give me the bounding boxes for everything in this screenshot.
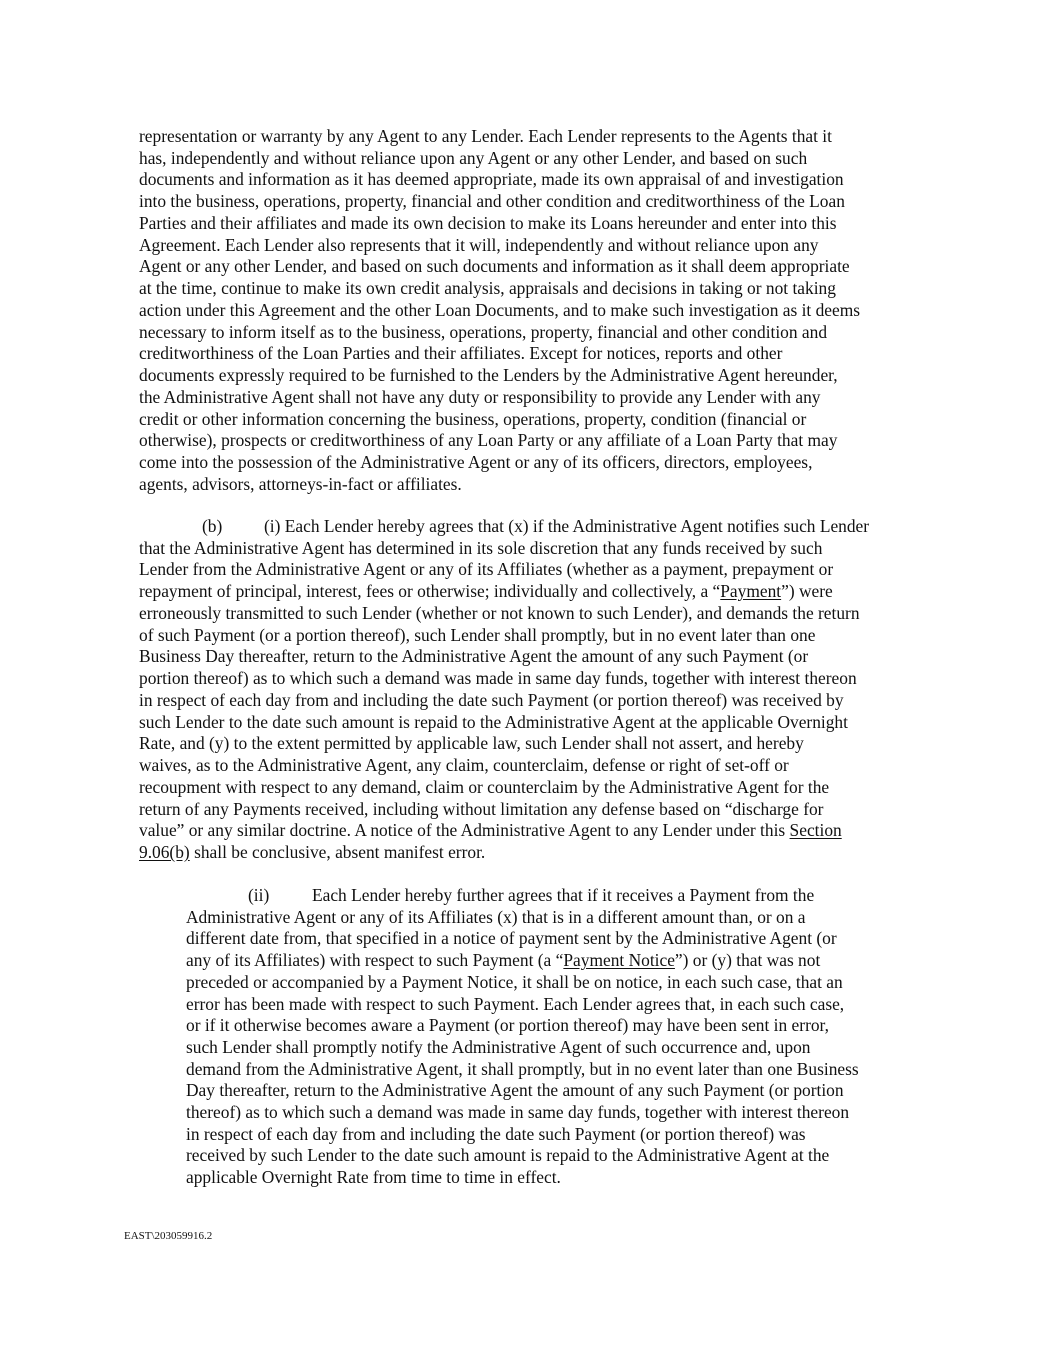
paragraph-line [139, 581, 833, 603]
paragraph-line: the Administrative Agent shall not have any duty or responsibility to provide any Lender with any [139, 387, 821, 407]
paragraph-line: recoupment with respect to any demand, claim or counterclaim by the Administrative Agent for the [139, 777, 830, 797]
clause-text: (i) Each Lender hereby agrees that (x) if the Administrative Agent notifies such Lender [264, 516, 870, 536]
paragraph-line: come into the possession of the Administrative Agent or any of its officers, directors, employees, [139, 452, 813, 472]
paragraph-line: erroneously transmitted to such Lender (whether or not known to such Lender), and demands the return [139, 603, 860, 623]
paragraph-line: Agent or any other Lender, and based on such documents and information as it shall deem appropriate [139, 256, 850, 276]
paragraph-line: agents, advisors, attorneys-in-fact or affiliates. [139, 474, 462, 494]
paragraph-line: at the time, continue to make its own credit analysis, appraisals and decisions in taking or not taking [139, 278, 836, 298]
paragraph-line: or if it otherwise becomes aware a Payment (or portion thereof) may have been sent in error, [186, 1015, 829, 1035]
paragraph-line: in respect of each day from and including the date such Payment (or portion thereof) was received by [139, 690, 844, 710]
section-reference: Section [789, 820, 842, 840]
section-reference-number: 9.06(b) [139, 842, 190, 862]
paragraph-line: necessary to inform itself as to the business, operations, property, financial and other condition and [139, 322, 828, 342]
paragraph-line: such Lender shall promptly notify the Administrative Agent of such occurrence and, upon [186, 1037, 811, 1057]
paragraph-line: preceded or accompanied by a Payment Notice, it shall be on notice, in each such case, that an [186, 972, 843, 992]
paragraph-line [186, 950, 820, 972]
paragraph-line: Administrative Agent or any of its Affiliates (x) that is in a different amount than, or on a [186, 907, 806, 927]
paragraph-line: Day thereafter, return to the Administrative Agent the amount of any such Payment (or portion [186, 1080, 844, 1100]
clause-label-ii: (ii) [248, 885, 270, 905]
paragraph-line: Business Day thereafter, return to the Administrative Agent the amount of any such Payment (or [139, 646, 809, 666]
paragraph-line: otherwise), prospects or creditworthiness of any Loan Party or any affiliate of a Loan Party that may [139, 430, 838, 450]
line-segment: value” or any similar doctrine. A notice of the Administrative Agent to any Lender under this [139, 820, 790, 840]
paragraph-line [139, 842, 485, 864]
clause-label-b: (b) [202, 516, 223, 536]
paragraph-line: representation or warranty by any Agent to any Lender. Each Lender represents to the Agents that it [139, 126, 832, 146]
paragraph-line: different date from, that specified in a notice of payment sent by the Administrative Agent (or [186, 928, 837, 948]
paragraph-line: return of any Payments received, including without limitation any defense based on “discharge for [139, 799, 824, 819]
line-segment: shall be conclusive, absent manifest error. [189, 842, 486, 862]
paragraph-line: Parties and their affiliates and made its own decision to make its Loans hereunder and enter into this [139, 213, 837, 233]
paragraph-line: error has been made with respect to such Payment. Each Lender agrees that, in each such case, [186, 994, 845, 1014]
paragraph-line: documents expressly required to be furnished to the Lenders by the Administrative Agent hereunder, [139, 365, 838, 385]
line-segment: ”) were [781, 581, 833, 601]
line-segment: any of its Affiliates) with respect to such Payment (a “ [186, 950, 564, 970]
paragraph-line: such Lender to the date such amount is repaid to the Administrative Agent at the applicable Overnight [139, 712, 848, 732]
paragraph-line: applicable Overnight Rate from time to time in effect. [186, 1167, 561, 1187]
paragraph-line: portion thereof) as to which such a demand was made in same day funds, together with interest thereon [139, 668, 857, 688]
paragraph-line: thereof) as to which such a demand was made in same day funds, together with interest thereon [186, 1102, 850, 1122]
paragraph-line [202, 516, 869, 538]
paragraph-line: Rate, and (y) to the extent permitted by applicable law, such Lender shall not assert, and hereby [139, 733, 804, 753]
line-segment: ”) or (y) that was not [674, 950, 821, 970]
paragraph-line: of such Payment (or a portion thereof), such Lender shall promptly, but in no event later than one [139, 625, 816, 645]
paragraph-line: Agreement. Each Lender also represents that it will, independently and without reliance upon any [139, 235, 819, 255]
paragraph-line: documents and information as it has deemed appropriate, made its own appraisal of and investigation [139, 169, 844, 189]
paragraph-line: action under this Agreement and the other Loan Documents, and to make such investigation as it deems [139, 300, 861, 320]
paragraph-line: Lender from the Administrative Agent or any of its Affiliates (whether as a payment, prepayment or [139, 559, 834, 579]
paragraph-line: into the business, operations, property, financial and other condition and creditworthiness of the Loan [139, 191, 845, 211]
clause-text: Each Lender hereby further agrees that if it receives a Payment from the [312, 885, 815, 905]
paragraph-line [139, 820, 842, 842]
defined-term-payment-notice: Payment Notice [563, 950, 675, 970]
paragraph-line [248, 885, 814, 907]
paragraph-line: credit or other information concerning the business, operations, property, condition (financial or [139, 409, 807, 429]
paragraph-line: received by such Lender to the date such amount is repaid to the Administrative Agent at the [186, 1145, 830, 1165]
paragraph-line: creditworthiness of the Loan Parties and their affiliates. Except for notices, reports and other [139, 343, 783, 363]
paragraph-line: in respect of each day from and including the date such Payment (or portion thereof) was [186, 1124, 806, 1144]
paragraph-line: has, independently and without reliance upon any Agent or any other Lender, and based on such [139, 148, 808, 168]
paragraph-line: that the Administrative Agent has determined in its sole discretion that any funds received by such [139, 538, 823, 558]
document-id-footer: EAST\203059916.2 [124, 1230, 213, 1242]
paragraph-line: waives, as to the Administrative Agent, any claim, counterclaim, defense or right of set-off or [139, 755, 789, 775]
paragraph-line: demand from the Administrative Agent, it shall promptly, but in no event later than one Business [186, 1059, 859, 1079]
defined-term-payment: Payment [720, 581, 782, 601]
line-segment: repayment of principal, interest, fees or otherwise; individually and collectively, a “ [139, 581, 721, 601]
